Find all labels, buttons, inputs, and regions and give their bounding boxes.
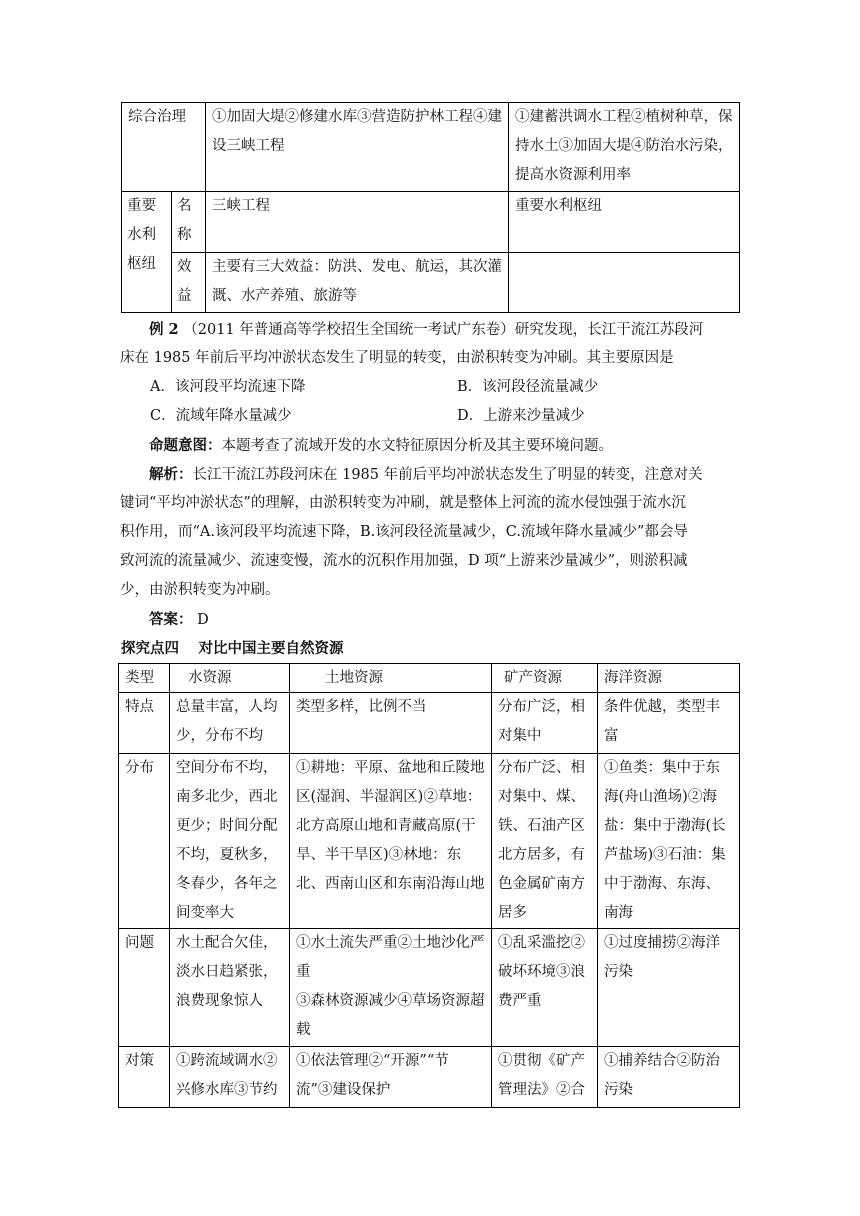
- table-row: [119, 693, 740, 754]
- example-stem-line1: 研究发现，长江干流江苏段河: [514, 322, 704, 338]
- analysis-label: 解析：: [149, 466, 193, 483]
- table-cell: ①依法管理②“开源”“节流”③建设保护: [290, 1047, 492, 1108]
- column-header: 海洋资源: [598, 664, 740, 693]
- answer-value: D: [197, 612, 209, 628]
- example-stem: [120, 315, 740, 345]
- table-row: [122, 192, 740, 253]
- example-source: （2011 年普通高等学校招生全国统一考试广东卷）: [183, 322, 515, 338]
- table-cell: 主要有三大效益：防洪、发电、航运，其次灌溉、水产养殖、旅游等: [206, 253, 509, 313]
- answer-label: 答案：: [149, 611, 193, 628]
- intent-label: 命题意图：: [149, 437, 222, 454]
- analysis-line: 积作用，而“A.该河段平均流速下降，B.该河段径流量减少，C.流域年降水量减少”都会导: [120, 524, 688, 540]
- intent-text: 本题考查了流域开发的水文特征原因分析及其主要环境问题。: [221, 438, 613, 454]
- analysis-line: 少，由淤积转变为冲刷。: [120, 582, 280, 598]
- table-cell: ①过度捕捞②海洋污染: [598, 929, 740, 1047]
- table-cell: 三峡工程: [206, 192, 509, 253]
- table-cell: ①跨流域调水②兴修水库③节约: [170, 1047, 290, 1108]
- table-cell: ①贯彻《矿产管理法》②合: [492, 1047, 598, 1108]
- flood-control-table: [121, 102, 740, 313]
- table-row: [119, 754, 740, 929]
- table-cell: ①捕养结合②防治污染: [598, 1047, 740, 1108]
- table-cell: 特点: [119, 693, 170, 754]
- answer-line: [120, 605, 740, 635]
- column-header: 类型: [119, 664, 170, 693]
- option-d: D．上游来沙量减少: [457, 408, 585, 424]
- table-header-row: [119, 664, 740, 693]
- table-cell: ①乱采滥挖②破坏环境③浪费严重: [492, 929, 598, 1047]
- table-cell: [509, 253, 740, 313]
- table-row: [119, 1047, 740, 1108]
- table-cell: 重要水利枢纽: [509, 192, 740, 253]
- table-cell: ①加固大堤②修建水库③营造防护林工程④建设三峡工程: [206, 103, 509, 192]
- table-row: [122, 103, 740, 192]
- analysis-line: [120, 460, 740, 490]
- row-label: 综合治理: [122, 103, 206, 192]
- intent-paragraph: [120, 431, 740, 461]
- column-header: 水资源: [170, 664, 290, 693]
- example-label: 例 2: [149, 321, 179, 338]
- option-c: C．流域年降水量减少: [150, 408, 292, 424]
- table-cell: 总量丰富，人均少，分布不均: [170, 693, 290, 754]
- table-cell: 空间分布不均，南多北少，西北更少；时间分配不均，夏秋多，冬春少，各年之间变率大: [170, 754, 290, 929]
- table-cell: 条件优越，类型丰富: [598, 693, 740, 754]
- table-cell: 对策: [119, 1047, 170, 1108]
- option-b: B．该河段径流量减少: [457, 379, 599, 395]
- row-sub-label: 名称: [172, 192, 206, 253]
- option-a: A．该河段平均流速下降: [150, 379, 306, 395]
- analysis-text: 长江干流江苏段河床在 1985 年前后平均冲淤状态发生了明显的转变，注意对关: [192, 467, 703, 483]
- table-cell: ①建蓄洪调水工程②植树种草，保持水土③加固大堤④防治水污染，提高水资源利用率: [509, 103, 740, 192]
- column-header: 矿产资源: [492, 664, 598, 693]
- table-cell: ①鱼类：集中于东海(舟山渔场)②海盐：集中于渤海(长芦盐场)③石油：集中于渤海、东海、南海: [598, 754, 740, 929]
- table-cell: ①耕地：平原、盆地和丘陵地区(湿润、半湿润区)②草地：北方高原山地和青藏高原(干旱、半干旱区)③林地：东北、西南山区和东南沿海山地: [290, 754, 492, 929]
- table-cell: 分布广泛、相对集中、煤、铁、石油产区北方居多，有色金属矿南方居多: [492, 754, 598, 929]
- column-header: 土地资源: [290, 664, 492, 693]
- row-sub-label: 效益: [172, 253, 206, 313]
- table-cell: 类型多样，比例不当: [290, 693, 492, 754]
- row-group-label: 重要水利枢纽: [122, 192, 172, 313]
- analysis-line: 键词“平均冲淤状态”的理解，由淤积转变为冲刷，就是整体上河流的流水侵蚀强于流水沉: [120, 495, 686, 511]
- table-row: [122, 253, 740, 313]
- resources-table: [118, 663, 740, 1108]
- analysis-line: 致河流的流量减少、流速变慢，流水的沉积作用加强，D 项“上游来沙量减少”，则淤积减: [120, 553, 688, 569]
- table-cell: ①水土流失严重②土地沙化严重 ③森林资源减少④草场资源超载: [290, 929, 492, 1047]
- table-cell: 分布广泛，相对集中: [492, 693, 598, 754]
- table-cell: 问题: [119, 929, 170, 1047]
- table-cell: 水土配合欠佳，淡水日趋紧张，浪费现象惊人: [170, 929, 290, 1047]
- section-title: 探究点四 对比中国主要自然资源: [121, 640, 344, 657]
- table-row: [119, 929, 740, 1047]
- example-stem-line2: 床在 1985 年前后平均冲淤状态发生了明显的转变，由淤积转变为冲刷。其主要原因是: [120, 350, 674, 366]
- table-cell: 分布: [119, 754, 170, 929]
